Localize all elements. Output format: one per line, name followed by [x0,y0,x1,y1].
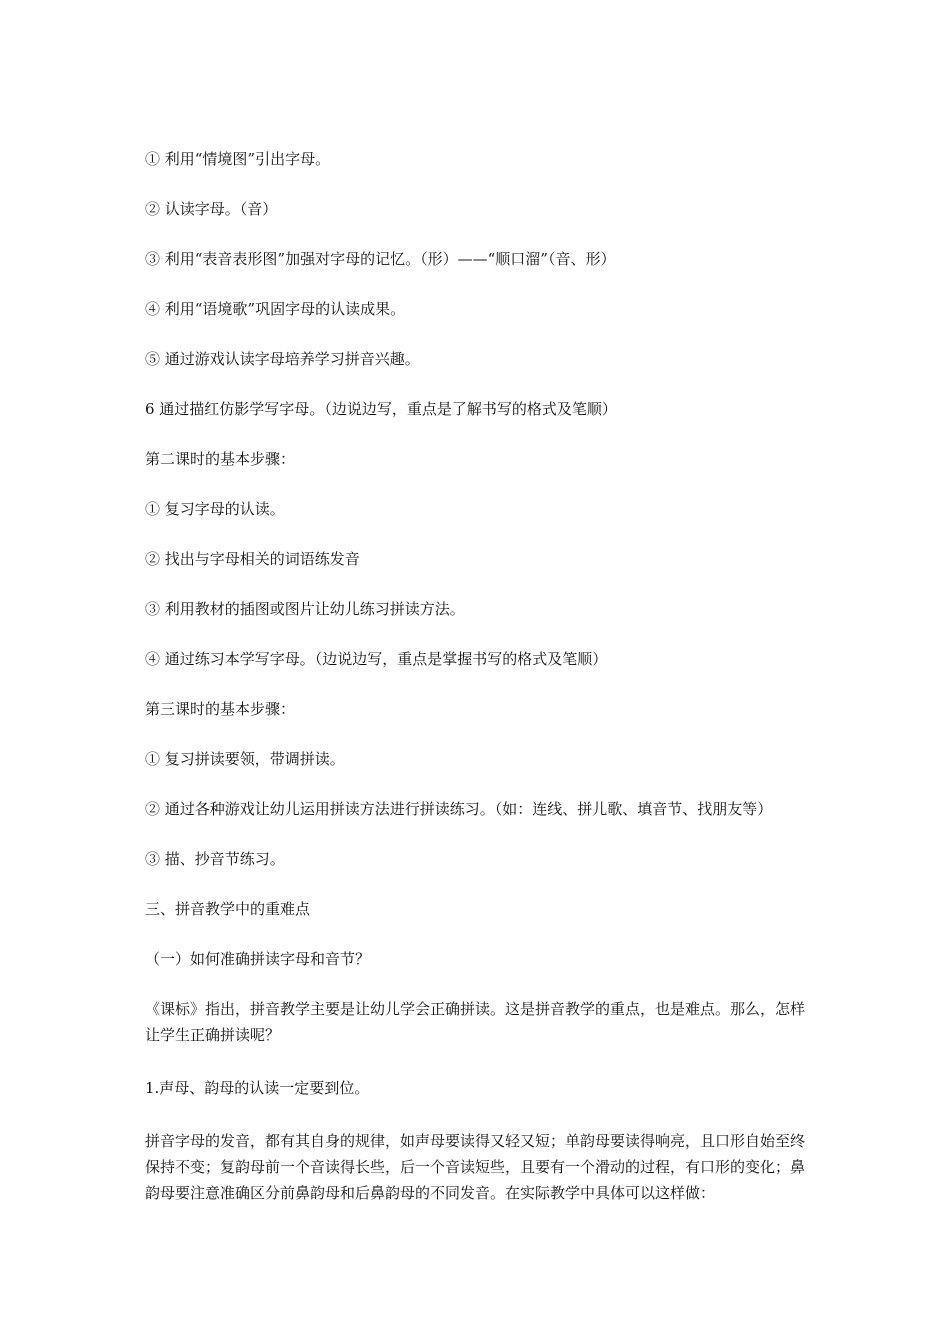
body-paragraph-curriculum: 《课标》指出，拼音教学主要是让幼儿学会正确拼读。这是拼音教学的重点，也是难点。那么，怎样让学生正确拼读呢？ [145,1000,806,1044]
body-paragraph-pronunciation: 拼音字母的发音，都有其自身的规律，如声母要读得又轻又短；单韵母要读得响亮，且口形自始至终保持不变；复韵母前一个音读得长些，后一个音读短些，且要有一个滑动的过程，有口形的变化；鼻韵母要注意准确区分前鼻韵母和后鼻韵母的不同发音。在实际教学中具体可以这样做： [145,1132,806,1202]
step-2-3: ③ 利用教材的插图或图片让幼儿练习拼读方法。 [145,600,465,618]
step-3-2: ② 通过各种游戏让幼儿运用拼读方法进行拼读练习。（如：连线、拼儿歌、填音节、找朋友等） [145,800,773,818]
section-heading-lesson-3: 第三课时的基本步骤： [145,700,296,718]
step-3-3: ③ 描、抄音节练习。 [145,850,285,868]
section-heading-key-points: 三、拼音教学中的重难点 [145,900,311,918]
step-1-3: ③ 利用“表音表形图”加强对字母的记忆。（形）——“顺口溜”（音、形） [145,250,616,268]
step-1-6: 6 通过描红仿影学写字母。（边说边写，重点是了解书写的格式及笔顺） [145,400,617,418]
step-1-2: ② 认读字母。（音） [145,200,278,218]
document-body [145,146,810,1206]
subheading-point-1: 1.声母、韵母的认读一定要到位。 [145,1079,370,1097]
step-1-1: ① 利用“情境图”引出字母。 [145,150,331,168]
subheading-question-1: （一）如何准确拼读字母和音节？ [145,950,371,968]
step-1-5: ⑤ 通过游戏认读字母培养学习拼音兴趣。 [145,350,420,368]
step-2-4: ④ 通过练习本学写字母。（边说边写，重点是掌握书写的格式及笔顺） [145,650,608,668]
step-3-1: ① 复习拼读要领，带调拼读。 [145,750,345,768]
step-2-2: ② 找出与字母相关的词语练发音 [145,550,360,568]
section-heading-lesson-2: 第二课时的基本步骤： [145,450,296,468]
step-1-4: ④ 利用“语境歌”巩固字母的认读成果。 [145,300,406,318]
step-2-1: ① 复习字母的认读。 [145,500,285,518]
